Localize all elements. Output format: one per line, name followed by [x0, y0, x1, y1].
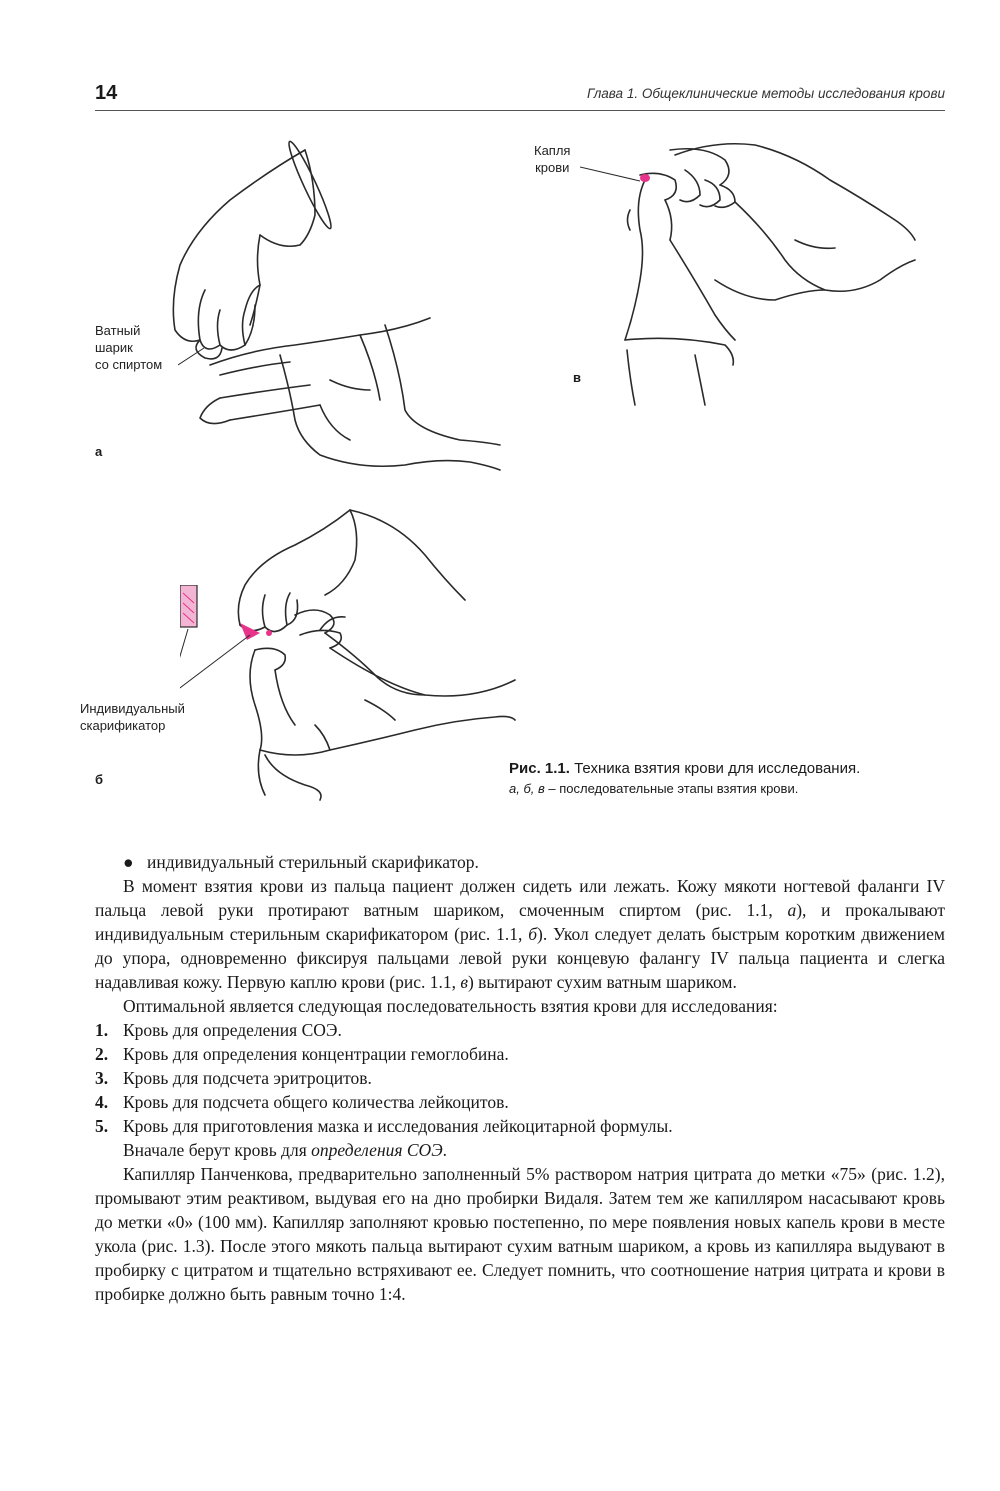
annotation-cotton-ball: Ватный шарик со спиртом	[95, 323, 163, 372]
caption-panels: а, б, в	[509, 781, 545, 796]
list-item: 1. Кровь для определения СОЭ.	[95, 1020, 342, 1040]
figure-panel-a	[160, 140, 500, 480]
scarifier-and-leaders	[180, 585, 260, 705]
hand-illustration-c	[615, 140, 915, 405]
paragraph-1: В момент взятия крови из пальца пациент должен сидеть или лежать. Кожу мякоти ногтевой фаланги IV пальца левой руки протирают ватным шариком, смоченным спиртом (рис. 1.1, а), и прокалывают индивидуальным стерильным скарификатором (рис. 1.1, б). Укол следует делать быстрым коротким движением до упора, одновременно фиксируя пальцами левой руки концевую фалангу IV пальца пациента и слегка надавливая кожу. Первую каплю крови (рис. 1.1, в) вытирают сухим ватным шариком.	[95, 876, 946, 992]
figure-panel-c	[615, 140, 915, 405]
caption-description: – последовательные этапы взятия крови.	[544, 781, 799, 796]
leader-line-c	[580, 165, 650, 185]
page-number: 14	[95, 82, 118, 104]
list-item: 5. Кровь для приготовления мазка и исследования лейкоцитарной формулы.	[95, 1116, 673, 1136]
list-item: 3. Кровь для подсчета эритроцитов.	[95, 1068, 372, 1088]
body-text	[95, 850, 945, 1306]
bullet-item: ● индивидуальный стерильный скарификатор.	[123, 852, 479, 872]
paragraph-4: Капилляр Панченкова, предварительно заполненный 5% раствором натрия цитрата до метки «75» (рис. 1.2), промывают этим реактивом, выдувая его на дно пробирки Видаля. Затем тем же капилляром насасывают кровь до метки «0» (100 мм). Капилляр заполняют кровью постепенно, по мере появления новых капель крови в месте укола (рис. 1.3). После этого мякоть пальца вытирают сухим ватным шариком, а кровь из капилляра выдувают в пробирку с цитратом и тщательно встряхивают ее. Следует помнить, что соотношение натрия цитрата и крови в пробирке должно быть равным точно 1:4.	[95, 1164, 945, 1304]
blood-drop-b	[266, 630, 272, 636]
caption-label: Рис. 1.1.	[509, 760, 570, 777]
list-item: 4. Кровь для подсчета общего количества лейкоцитов.	[95, 1092, 509, 1112]
bullet-icon: ●	[123, 852, 134, 872]
scarifier-icon	[180, 585, 197, 627]
panel-label-a: а	[95, 444, 103, 459]
hand-illustration-a	[160, 140, 500, 480]
leader-line-a	[178, 340, 208, 370]
figure-caption	[509, 760, 949, 796]
annotation-blood-drop: Капля крови	[534, 143, 571, 175]
caption-title: Техника взятия крови для исследования.	[574, 760, 861, 777]
figure-panel-b	[225, 505, 515, 800]
annotation-scarifier: Индивидуальный скарификатор	[80, 701, 185, 733]
panel-label-b: б	[95, 772, 104, 787]
page-header	[95, 80, 945, 111]
list-item: 2. Кровь для определения концентрации гемоглобина.	[95, 1044, 509, 1064]
running-title: Глава 1. Общеклинические методы исследования крови	[586, 86, 945, 101]
ordered-list	[95, 1018, 945, 1138]
paragraph-2: Оптимальной является следующая последовательность взятия крови для исследования:	[123, 996, 778, 1016]
hand-illustration-b	[225, 505, 515, 800]
panel-label-c: в	[573, 370, 581, 385]
paragraph-3: Вначале берут кровь для определения СОЭ.	[123, 1140, 448, 1160]
